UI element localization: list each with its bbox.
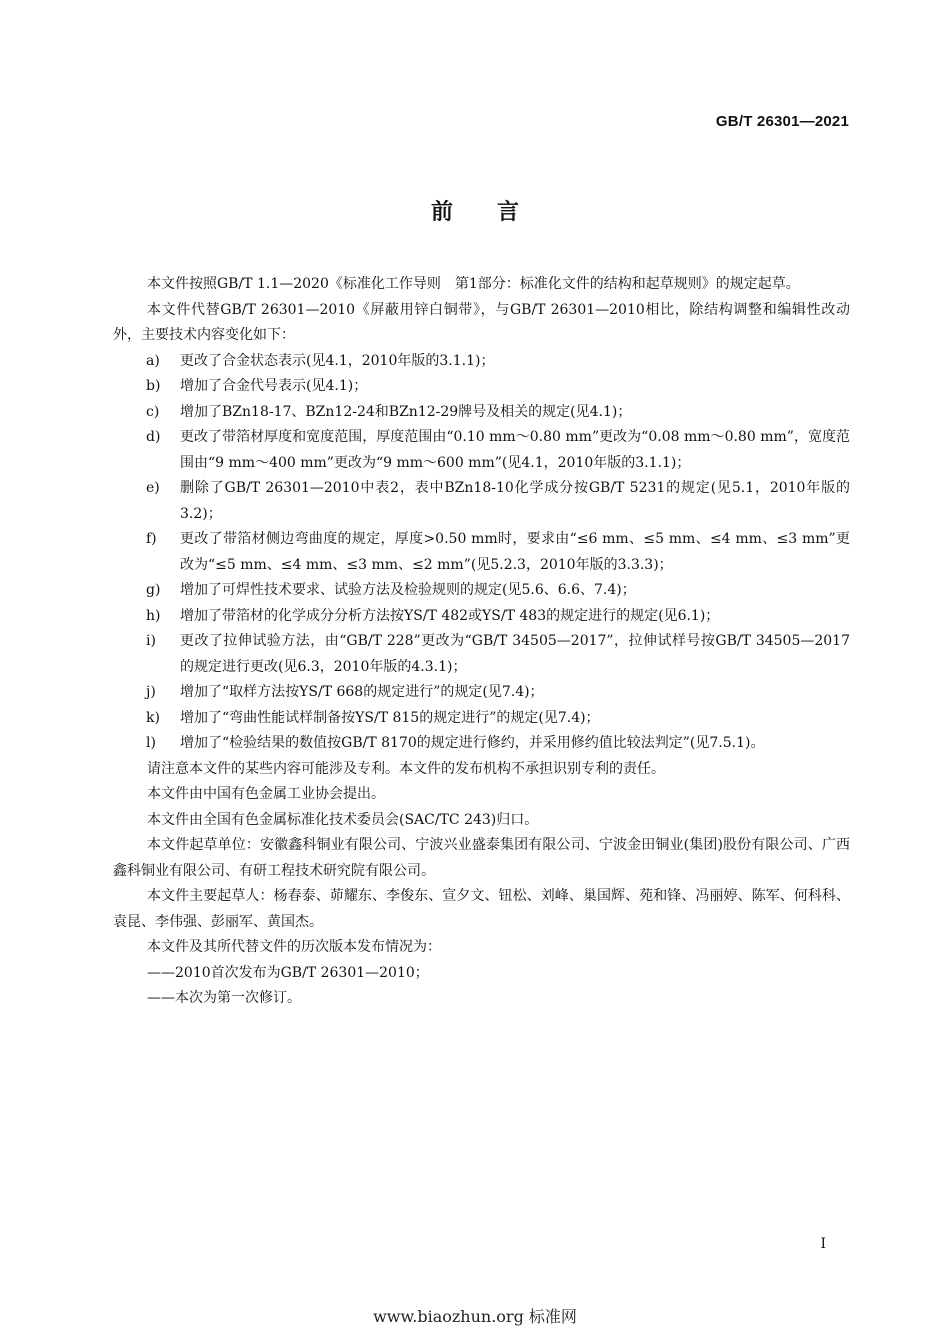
page-title: 前言 (430, 200, 563, 225)
list-marker: g) (146, 582, 161, 598)
list-item-text: 更改了带箔材厚度和宽度范围，厚度范围由“0.10 mm～0.80 mm”更改为“0.08 mm～0.80 mm”，宽度范围由“9 mm～400 mm”更改为“9 mm～600 mm”(见4.1，2010年版的3.1.1)； (180, 429, 850, 471)
intro-paragraph: 本文件代替GB/T 26301—2010《屏蔽用锌白铜带》，与GB/T 26301—2010相比，除结构调整和编辑性改动外，主要技术内容变化如下： (113, 301, 850, 343)
committee-paragraph: 本文件由全国有色金属标准化技术委员会(SAC/TC 243)归口。 (147, 811, 539, 828)
drafters-paragraph: 本文件主要起草人：杨春泰、茆耀东、李俊东、宣夕文、钮松、刘峰、巢国辉、苑和锋、冯丽婷、陈军、何科科、袁昆、李伟强、彭丽军、黄国杰。 (113, 888, 850, 930)
list-item (113, 706, 850, 732)
changes-list (113, 349, 850, 757)
intro-paragraph: 本文件按照GB/T 1.1—2020《标准化工作导则 第1部分：标准化文件的结构和起草规则》的规定起草。 (147, 276, 800, 292)
list-marker: i) (146, 633, 156, 649)
proposer-paragraph: 本文件由中国有色金属工业协会提出。 (147, 786, 385, 802)
document-body (113, 272, 850, 1012)
footer-watermark: www.biaozhun.org 标准网 (373, 1307, 577, 1326)
list-item-text: 更改了拉伸试验方法，由“GB/T 228”更改为“GB/T 34505—2017”，拉伸试样号按GB/T 34505—2017的规定进行更改(见6.3，2010年版的4.3.1)； (180, 633, 850, 675)
list-item (113, 349, 850, 375)
list-item (113, 527, 850, 578)
list-item-text: 增加了合金代号表示(见4.1)； (180, 378, 368, 394)
list-marker: f) (146, 531, 157, 547)
list-marker: a) (146, 352, 160, 369)
list-item (113, 629, 850, 680)
history-item: ——本次为第一次修订。 (147, 990, 301, 1006)
list-item (113, 680, 850, 706)
page-number: I (820, 1236, 826, 1252)
list-item (113, 425, 850, 476)
list-marker: j) (146, 684, 156, 700)
list-marker: k) (146, 709, 160, 726)
list-item-text: 更改了合金状态表示(见4.1，2010年版的3.1.1)； (180, 352, 495, 369)
patent-notice: 请注意本文件的某些内容可能涉及专利。本文件的发布机构不承担识别专利的责任。 (147, 760, 665, 777)
list-item (113, 374, 850, 400)
history-item: ——2010首次发布为GB/T 26301—2010； (147, 964, 429, 981)
list-marker: h) (146, 607, 161, 624)
list-item-text: 增加了可焊性技术要求、试验方法及检验规则的规定(见5.6、6.6、7.4)； (180, 582, 636, 598)
list-item (113, 476, 850, 527)
list-item (113, 400, 850, 426)
list-marker: l) (146, 735, 156, 751)
list-marker: d) (146, 429, 161, 445)
list-item (113, 578, 850, 604)
list-item-text: 增加了“取样方法按YS/T 668的规定进行”的规定(见7.4)； (180, 684, 544, 700)
list-item-text: 增加了“检验结果的数值按GB/T 8170的规定进行修约，并采用修约值比较法判定”(见7.5.1)。 (180, 735, 765, 751)
list-marker: b) (146, 378, 161, 394)
list-item-text: 更改了带箔材侧边弯曲度的规定，厚度>0.50 mm时，要求由“≤6 mm、≤5 mm、≤4 mm、≤3 mm”更改为“≤5 mm、≤4 mm、≤3 mm、≤2 mm”(见5.2.3，2010年版的3.3.3)； (180, 531, 850, 573)
list-item-text: 增加了BZn18-17、BZn12-24和BZn12-29牌号及相关的规定(见4.1)； (180, 403, 632, 420)
list-marker: e) (146, 480, 160, 496)
list-item-text: 删除了GB/T 26301—2010中表2，表中BZn18-10化学成分按GB/T 5231的规定(见5.1，2010年版的3.2)； (180, 480, 850, 522)
list-item-text: 增加了带箔材的化学成分分析方法按YS/T 482或YS/T 483的规定进行的规定(见6.1)； (180, 607, 720, 624)
list-item (113, 604, 850, 630)
standard-number: GB/T 26301—2021 (715, 113, 849, 130)
drafting-units-paragraph: 本文件起草单位：安徽鑫科铜业有限公司、宁波兴业盛泰集团有限公司、宁波金田铜业(集团)股份有限公司、广西鑫科铜业有限公司、有研工程技术研究院有限公司。 (113, 837, 850, 879)
list-item-text: 增加了“弯曲性能试样制备按YS/T 815的规定进行”的规定(见7.4)； (180, 709, 600, 726)
list-item (113, 731, 850, 757)
list-marker: c) (146, 403, 160, 420)
history-intro-paragraph: 本文件及其所代替文件的历次版本发布情况为： (147, 939, 441, 955)
